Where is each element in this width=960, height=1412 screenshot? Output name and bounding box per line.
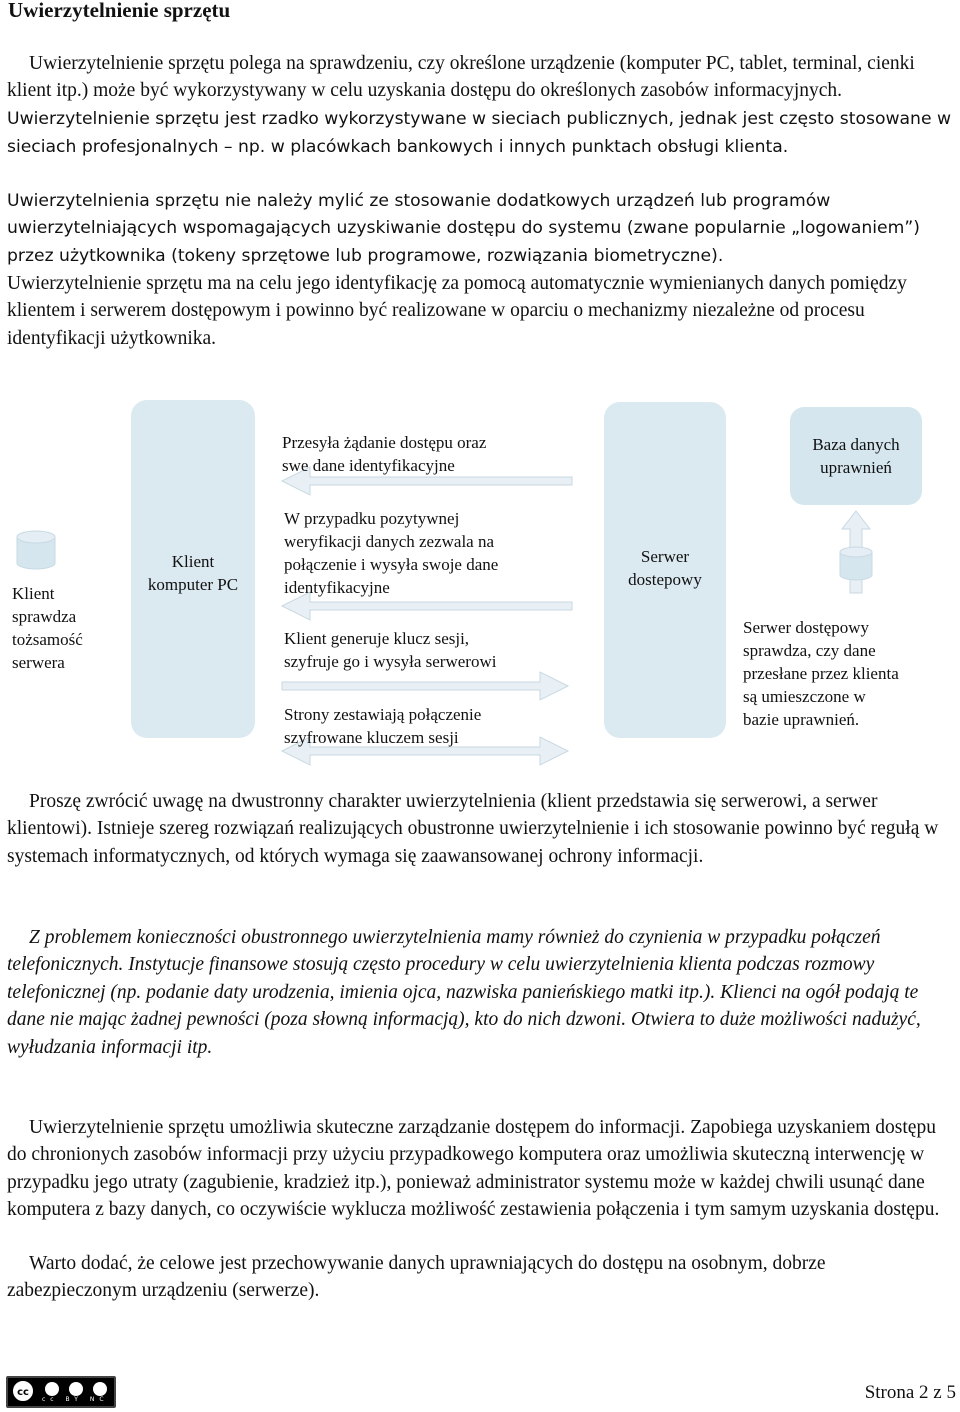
- intro-text: Uwierzytelnienie sprzętu polega na sprawdzeniu, czy określone urządzenie (komputer PC, tablet, terminal, cienki klient itp.) może być wykorzystywany w celu uzyskania dostępu do określonych zasobów informacyjnych.: [7, 53, 915, 102]
- server-box-label: Serwer dostepowy: [628, 547, 702, 589]
- database-box: Baza danych uprawnień: [790, 407, 922, 505]
- svg-text:cc: cc: [17, 1387, 29, 1398]
- storage-paragraph: Warto dodać, że celowe jest przechowywanie danych uprawniających do dostępu na osobnym, dobrze zabezpieczonym urządzeniu (serwerze).: [7, 1253, 826, 1302]
- intro-paragraph: [7, 50, 955, 162]
- access-management-paragraph: Uwierzytelnienie sprzętu umożliwia skuteczne zarządzanie dostępem do informacji. Zapobiega uzyskaniem dostępu do chronionych zasobów informacji przy użyciu przypadkowego komputera oraz umożliwia skuteczną interwencję w przypadku jego utraty (zagubienie, kradzież itp.), ponieważ administrator systemu może w każdej chwili usunąć dane komputera z bazy danych, co oczywiście wyklucza możliwość zestawienia połączenia i tym samym uzyskania dostępu.: [7, 1117, 940, 1221]
- arrow-right-3: [282, 672, 568, 700]
- phone-paragraph: Z problemem konieczności obustronnego uwierzytelnienia mamy również do czynienia w przypadku połączeń telefonicznych. Instytucje finansowe stosują często procedury w celu uwierzytelnienia klienta podczas rozmowy telefonicznej (np. podanie daty urodzenia, imienia ojca, nazwiska panieńskiego matki itp.). Klienci na ogół podają te dane nie mając żadnej pewności (poza słowną informacją), kto do nich dzwoni. Otwiera to duże możliwości nadużyć, wyłudzania informacji itp.: [7, 927, 921, 1058]
- page-title: Uwierzytelnienie sprzętu: [8, 0, 231, 22]
- database-icon: [16, 529, 56, 571]
- client-box-label: Klient komputer PC: [147, 552, 239, 594]
- intro-text-sans: Uwierzytelnienie sprzętu jest rzadko wykorzystywane w sieciach publicznych, jednak jest często stosowane w sieciach profesjonalnych – np. w placówkach bankowych i innych punktach obsługi klienta.: [7, 108, 952, 158]
- arrow-3-label: Klient generuje klucz sesji, szyfruje go i wysyła serwerowi: [284, 629, 497, 671]
- creative-commons-badge: [6, 1376, 134, 1408]
- client-verifies-label: Klient sprawdza tożsamość serwera: [12, 584, 83, 672]
- authentication-diagram: [0, 395, 960, 775]
- database-icon: [839, 545, 873, 583]
- identification-paragraph: Uwierzytelnienie sprzętu ma na celu jego identyfikację za pomocą automatycznie wymienianych danych pomiędzy klientem i serwerem dostępowym i powinno być realizowane w oparciu o mechanizmy niezależne od procesu identyfikacji użytkownika.: [7, 273, 907, 349]
- tokens-paragraph: Uwierzytelnienia sprzętu nie należy mylić ze stosowanie dodatkowych urządzeń lub programów uwierzytelniających wspomagających uzyskiwanie dostępu do systemu (zwane popularnie „logowaniem”) przez użytkownika (tokeny sprzętowe lub programowe, rozwiązania biometryczne).: [7, 191, 920, 266]
- arrow-4-label: Strony zestawiają połączenie szyfrowane kluczem sesji: [284, 705, 482, 747]
- arrow-2-label: W przypadku pozytywnej weryfikacji danych zezwala na połączenie i wysyła swoje dane identyfikacyjne: [284, 509, 499, 597]
- server-checks-label: Serwer dostępowy sprawdza, czy dane przesłane przez klienta są umieszczone w bazie uprawnień.: [743, 618, 899, 729]
- page-number: Strona 2 z 5: [864, 1382, 956, 1403]
- mutual-auth-paragraph: Proszę zwrócić uwagę na dwustronny charakter uwierzytelnienia (klient przedstawia się serwerowi, a serwer klientowi). Istnieje szereg rozwiązań realizujących obustronne uwierzytelnienie i ich stosowanie powinno być regułą w systemach informatycznych, od których wymaga się zaawansowanej ochrony informacji.: [7, 791, 939, 867]
- arrow-1-label: Przesyła żądanie dostępu oraz swe dane identyfikacyjne: [282, 433, 487, 475]
- license-text: cc BY NC SA: [42, 1396, 134, 1403]
